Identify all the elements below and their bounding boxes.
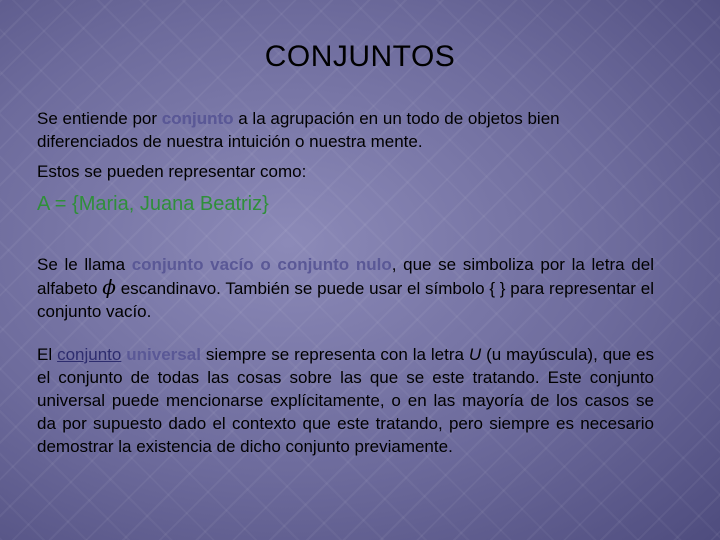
- empty-set-paragraph: [37, 253, 654, 323]
- term-empty-set: conjunto vacío o conjunto nulo: [131, 255, 392, 274]
- universal-text-start: El: [37, 345, 58, 364]
- definition-text-end: a la agrupación en un todo de objetos bien diferenciados de nuestra intuición o nuestra mente.: [37, 109, 560, 151]
- definition-text-start: Se entiende por: [37, 109, 162, 128]
- universal-text-mid: siempre se representa con la letra: [200, 345, 469, 364]
- page-title: CONJUNTOS: [264, 40, 456, 73]
- empty-set-text-start: Se le llama: [37, 255, 132, 274]
- universal-text-end: (u mayúscula), que es el conjunto de todas las cosas sobre las que se este tratando. Este conjunto universal puede mencionarse explícitamente, o en las mayoría de los casos se da por supuesto dado el contexto que este tratando, pero siempre es necesario demostrar la existencia de dicho conjunto previamente.: [37, 345, 654, 456]
- definition-paragraph: [37, 107, 654, 153]
- term-conjunto: conjunto: [161, 109, 234, 128]
- representation-paragraph: Estos se pueden representar como:: [37, 162, 307, 181]
- term-universal: universal: [126, 345, 201, 364]
- empty-set-text-end: escandinavo. También se puede usar el símbolo { } para representar el conjunto vacío.: [37, 279, 654, 321]
- letter-u: U: [468, 345, 482, 364]
- empty-set-text-mid: , que se simboliza por la letra del alfabeto: [37, 255, 654, 298]
- example-set: A = {Maria, Juana Beatriz}: [37, 193, 269, 215]
- phi-symbol: ϕ: [102, 275, 116, 299]
- conjunto-link[interactable]: conjunto: [57, 345, 122, 364]
- universal-set-paragraph: [37, 343, 654, 458]
